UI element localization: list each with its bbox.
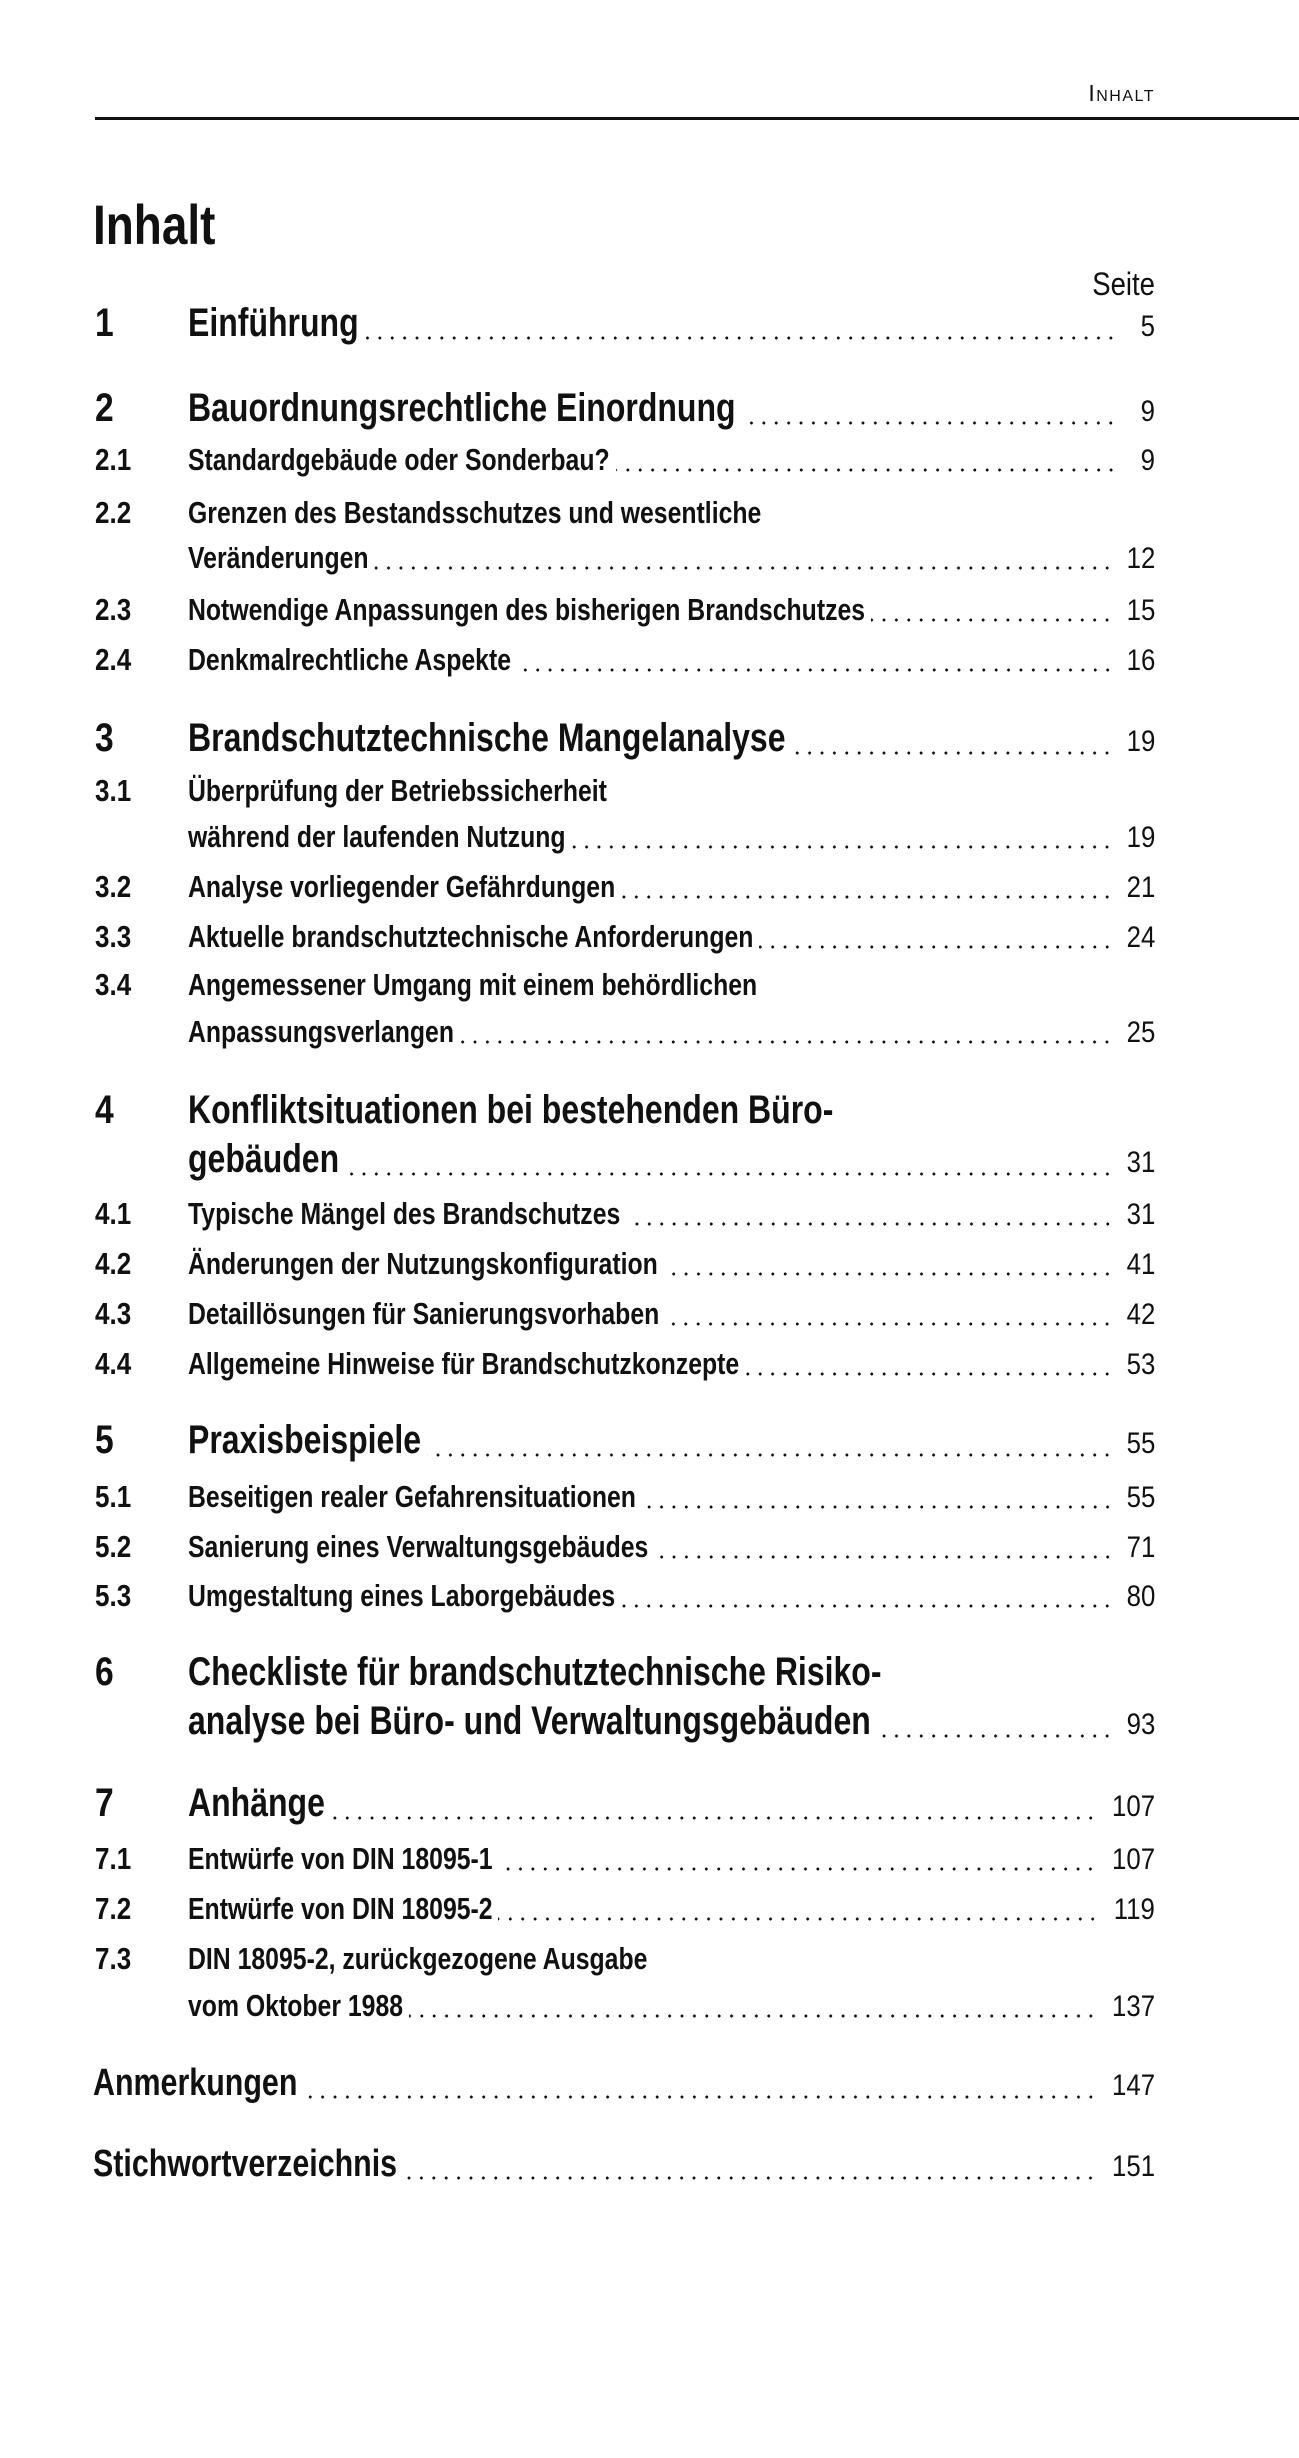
dot-leader	[642, 1505, 1114, 1509]
entry-title-line2: gebäuden	[188, 1137, 340, 1181]
dot-leader	[742, 421, 1117, 425]
toc-entry[interactable]	[95, 775, 1155, 815]
toc-entry[interactable]	[95, 716, 1155, 767]
entry-page-number: 147	[1111, 2069, 1155, 2102]
dot-leader	[403, 2176, 1097, 2180]
toc-entry[interactable]	[93, 2062, 1155, 2111]
entry-line	[188, 919, 1155, 955]
toc-entry[interactable]	[95, 386, 1155, 437]
entry-title: Standardgebäude oder Sonderbau?	[188, 442, 610, 477]
entry-page-number: 19	[1126, 725, 1155, 758]
toc-entry[interactable]	[95, 1781, 1155, 1832]
entry-number: 5.1	[95, 1479, 132, 1514]
entry-title: Konfliktsituationen bei bestehenden Büro-	[188, 1088, 834, 1132]
entry-page-number: 151	[1111, 2150, 1155, 2183]
toc-entry-continuation[interactable]	[95, 1137, 1155, 1188]
entry-line	[188, 642, 1155, 678]
toc-entry[interactable]	[95, 1531, 1155, 1571]
dot-leader	[621, 895, 1113, 899]
entry-number: 4.1	[95, 1196, 132, 1231]
dot-leader	[427, 1453, 1113, 1457]
entry-title: Überprüfung der Betriebssicherheit	[188, 773, 607, 808]
toc-entry-continuation[interactable]	[95, 542, 1155, 582]
entry-page-number: 93	[1126, 1708, 1155, 1741]
entry-title-line2: Veränderungen	[188, 540, 369, 575]
page-title: Inhalt	[93, 193, 216, 256]
entry-line	[188, 773, 1155, 809]
dot-leader	[627, 1222, 1114, 1226]
entry-line	[188, 1781, 1155, 1826]
dot-leader	[517, 668, 1114, 672]
dot-leader	[345, 1172, 1114, 1176]
entry-number: 7.2	[95, 1891, 132, 1926]
page-column-header: Seite	[1092, 266, 1155, 302]
entry-page-number: 107	[1111, 1843, 1155, 1876]
entry-number: 3.4	[95, 967, 132, 1002]
entry-line	[188, 1941, 1155, 1977]
entry-number: 7	[95, 1781, 114, 1825]
entry-page-number: 119	[1113, 1893, 1155, 1926]
entry-line	[188, 301, 1155, 346]
entry-line	[188, 1891, 1155, 1927]
toc-entry[interactable]	[95, 594, 1155, 634]
entry-title: Anmerkungen	[93, 2062, 298, 2104]
toc-entry[interactable]	[95, 1650, 1155, 1701]
entry-line	[188, 1196, 1155, 1232]
entry-title: Aktuelle brandschutztechnische Anforderungen	[188, 919, 754, 954]
toc-entry[interactable]	[95, 1298, 1155, 1338]
entry-title-line2: während der laufenden Nutzung	[188, 819, 566, 854]
toc-entry[interactable]	[93, 2143, 1155, 2192]
entry-line	[93, 2143, 1155, 2186]
entry-title: Praxisbeispiele	[188, 1418, 422, 1462]
entry-number: 4.2	[95, 1246, 132, 1281]
entry-title: Grenzen des Bestandsschutzes und wesentliche	[188, 495, 762, 530]
entry-page-number: 71	[1126, 1531, 1155, 1564]
entry-number: 3	[95, 716, 114, 760]
toc-entry[interactable]	[95, 644, 1155, 684]
entry-page-number: 31	[1126, 1146, 1155, 1179]
toc-entry[interactable]	[95, 1481, 1155, 1521]
entry-title: Einführung	[188, 301, 359, 345]
toc-entry[interactable]	[95, 444, 1155, 484]
entry-page-number: 9	[1140, 395, 1155, 428]
toc-entry[interactable]	[95, 1348, 1155, 1388]
entry-line	[188, 1529, 1155, 1565]
entry-title-line2: vom Oktober 1988	[188, 1988, 404, 2023]
entry-number: 2	[95, 386, 114, 430]
entry-title: Anhänge	[188, 1781, 325, 1825]
entry-number: 2.3	[95, 592, 132, 627]
entry-number: 7.1	[95, 1841, 132, 1876]
entry-number: 2.4	[95, 642, 132, 677]
entry-title: DIN 18095-2, zurückgezogene Ausgabe	[188, 1941, 648, 1976]
entry-line	[188, 1650, 1155, 1695]
entry-page-number: 5	[1140, 310, 1155, 343]
toc-entry-continuation[interactable]	[95, 1016, 1155, 1056]
entry-line	[188, 540, 1155, 576]
entry-page-number: 55	[1126, 1427, 1155, 1460]
dot-leader	[571, 845, 1113, 849]
entry-number: 5	[95, 1418, 114, 1462]
entry-line	[188, 967, 1155, 1003]
toc-entry[interactable]	[95, 1843, 1155, 1883]
toc-entry[interactable]	[95, 1943, 1155, 1983]
entry-title: Angemessener Umgang mit einem behördlichen	[188, 967, 758, 1002]
entry-line	[188, 386, 1155, 431]
entry-number: 3.1	[95, 773, 132, 808]
entry-line	[188, 1014, 1155, 1050]
entry-number: 1	[95, 301, 114, 345]
dot-leader	[365, 336, 1117, 340]
entry-line	[188, 592, 1155, 628]
entry-line	[188, 1988, 1155, 2024]
entry-page-number: 80	[1126, 1580, 1155, 1613]
entry-page-number: 53	[1126, 1348, 1155, 1381]
toc-entry[interactable]	[95, 1248, 1155, 1288]
entry-page-number: 19	[1126, 821, 1155, 854]
toc-entry[interactable]	[95, 301, 1155, 352]
entry-title: Entwürfe von DIN 18095-1	[188, 1841, 493, 1876]
entry-number: 2.2	[95, 495, 132, 530]
entry-title-line2: Anpassungsverlangen	[188, 1014, 454, 1049]
entry-number: 5.3	[95, 1578, 132, 1613]
entry-page-number: 24	[1126, 921, 1155, 954]
dot-leader	[498, 1867, 1097, 1871]
entry-number: 3.3	[95, 919, 132, 954]
toc-entry[interactable]	[95, 1088, 1155, 1139]
entry-page-number: 41	[1126, 1248, 1155, 1281]
dot-leader	[759, 945, 1113, 949]
dot-leader	[374, 566, 1113, 570]
entry-line	[188, 1418, 1155, 1463]
header-rule	[95, 117, 1299, 120]
entry-line	[188, 442, 1155, 478]
toc-entry[interactable]	[95, 921, 1155, 961]
dot-leader	[664, 1272, 1114, 1276]
dot-leader	[304, 2095, 1097, 2099]
dot-leader	[498, 1917, 1099, 1921]
entry-line	[188, 1346, 1155, 1382]
entry-number: 2.1	[95, 442, 132, 477]
entry-title: Allgemeine Hinweise für Brandschutzkonzepte	[188, 1346, 740, 1381]
entry-number: 6	[95, 1650, 114, 1694]
entry-title: Beseitigen realer Gefahrensituationen	[188, 1479, 636, 1514]
entry-line	[188, 1137, 1155, 1182]
entry-line	[188, 819, 1155, 855]
entry-title: Bauordnungsrechtliche Einordnung	[188, 386, 736, 430]
dot-leader	[460, 1040, 1113, 1044]
dot-leader	[791, 751, 1113, 755]
entry-number: 4	[95, 1088, 114, 1132]
toc-entry[interactable]	[95, 1418, 1155, 1469]
entry-page-number: 15	[1126, 594, 1155, 627]
entry-title: Sanierung eines Verwaltungsgebäudes	[188, 1529, 649, 1564]
entry-title-line2: analyse bei Büro- und Verwaltungsgebäuden	[188, 1699, 871, 1743]
dot-leader	[876, 1734, 1113, 1738]
dot-leader	[655, 1555, 1114, 1559]
entry-line	[188, 1578, 1155, 1614]
toc-entry-continuation[interactable]	[95, 821, 1155, 861]
entry-line	[188, 869, 1155, 905]
entry-page-number: 137	[1111, 1990, 1155, 2023]
dot-leader	[616, 468, 1117, 472]
dot-leader	[871, 618, 1113, 622]
toc-entry[interactable]	[95, 1580, 1155, 1620]
entry-page-number: 107	[1111, 1790, 1155, 1823]
dot-leader	[745, 1372, 1113, 1376]
entry-number: 7.3	[95, 1941, 132, 1976]
toc-entry[interactable]	[95, 1893, 1155, 1933]
entry-line	[188, 716, 1155, 761]
entry-number: 5.2	[95, 1529, 132, 1564]
entry-line	[188, 1841, 1155, 1877]
entry-title: Checkliste für brandschutztechnische Risiko-	[188, 1650, 882, 1694]
entry-number: 4.4	[95, 1346, 132, 1381]
entry-number: 3.2	[95, 869, 132, 904]
entry-line	[188, 1246, 1155, 1282]
entry-line	[188, 1699, 1155, 1744]
entry-title: Entwürfe von DIN 18095-2	[188, 1891, 493, 1926]
toc-entry[interactable]	[95, 497, 1155, 537]
entry-number: 4.3	[95, 1296, 132, 1331]
dot-leader	[409, 2014, 1097, 2018]
entry-line	[188, 1479, 1155, 1515]
entry-line	[188, 1088, 1155, 1133]
dot-leader	[331, 1816, 1097, 1820]
entry-page-number: 31	[1126, 1198, 1155, 1231]
entry-title: Brandschutztechnische Mangelanalyse	[188, 716, 786, 760]
entry-page-number: 55	[1126, 1481, 1155, 1514]
running-head: Inhalt	[1088, 80, 1155, 106]
toc-entry-continuation[interactable]	[95, 1990, 1155, 2030]
entry-page-number: 12	[1126, 542, 1155, 575]
toc-entry-continuation[interactable]	[95, 1699, 1155, 1750]
entry-title: Umgestaltung eines Laborgebäudes	[188, 1578, 616, 1613]
entry-title: Typische Mängel des Brandschutzes	[188, 1196, 621, 1231]
entry-title: Notwendige Anpassungen des bisherigen Brandschutzes	[188, 592, 866, 627]
entry-page-number: 16	[1126, 644, 1155, 677]
entry-line	[93, 2062, 1155, 2105]
dot-leader	[621, 1604, 1113, 1608]
entry-title: Analyse vorliegender Gefährdungen	[188, 869, 616, 904]
entry-line	[188, 1296, 1155, 1332]
entry-title: Änderungen der Nutzungskonfiguration	[188, 1246, 658, 1281]
entry-page-number: 9	[1140, 444, 1155, 477]
entry-title: Detaillösungen für Sanierungsvorhaben	[188, 1296, 660, 1331]
toc-entry[interactable]	[95, 1198, 1155, 1238]
entry-title: Stichwortverzeichnis	[93, 2143, 398, 2185]
entry-page-number: 42	[1126, 1298, 1155, 1331]
toc-entry[interactable]	[95, 969, 1155, 1009]
entry-page-number: 21	[1126, 871, 1155, 904]
entry-line	[188, 495, 1155, 531]
entry-title: Denkmalrechtliche Aspekte	[188, 642, 511, 677]
toc-entry[interactable]	[95, 871, 1155, 911]
entry-page-number: 25	[1126, 1016, 1155, 1049]
dot-leader	[665, 1322, 1113, 1326]
